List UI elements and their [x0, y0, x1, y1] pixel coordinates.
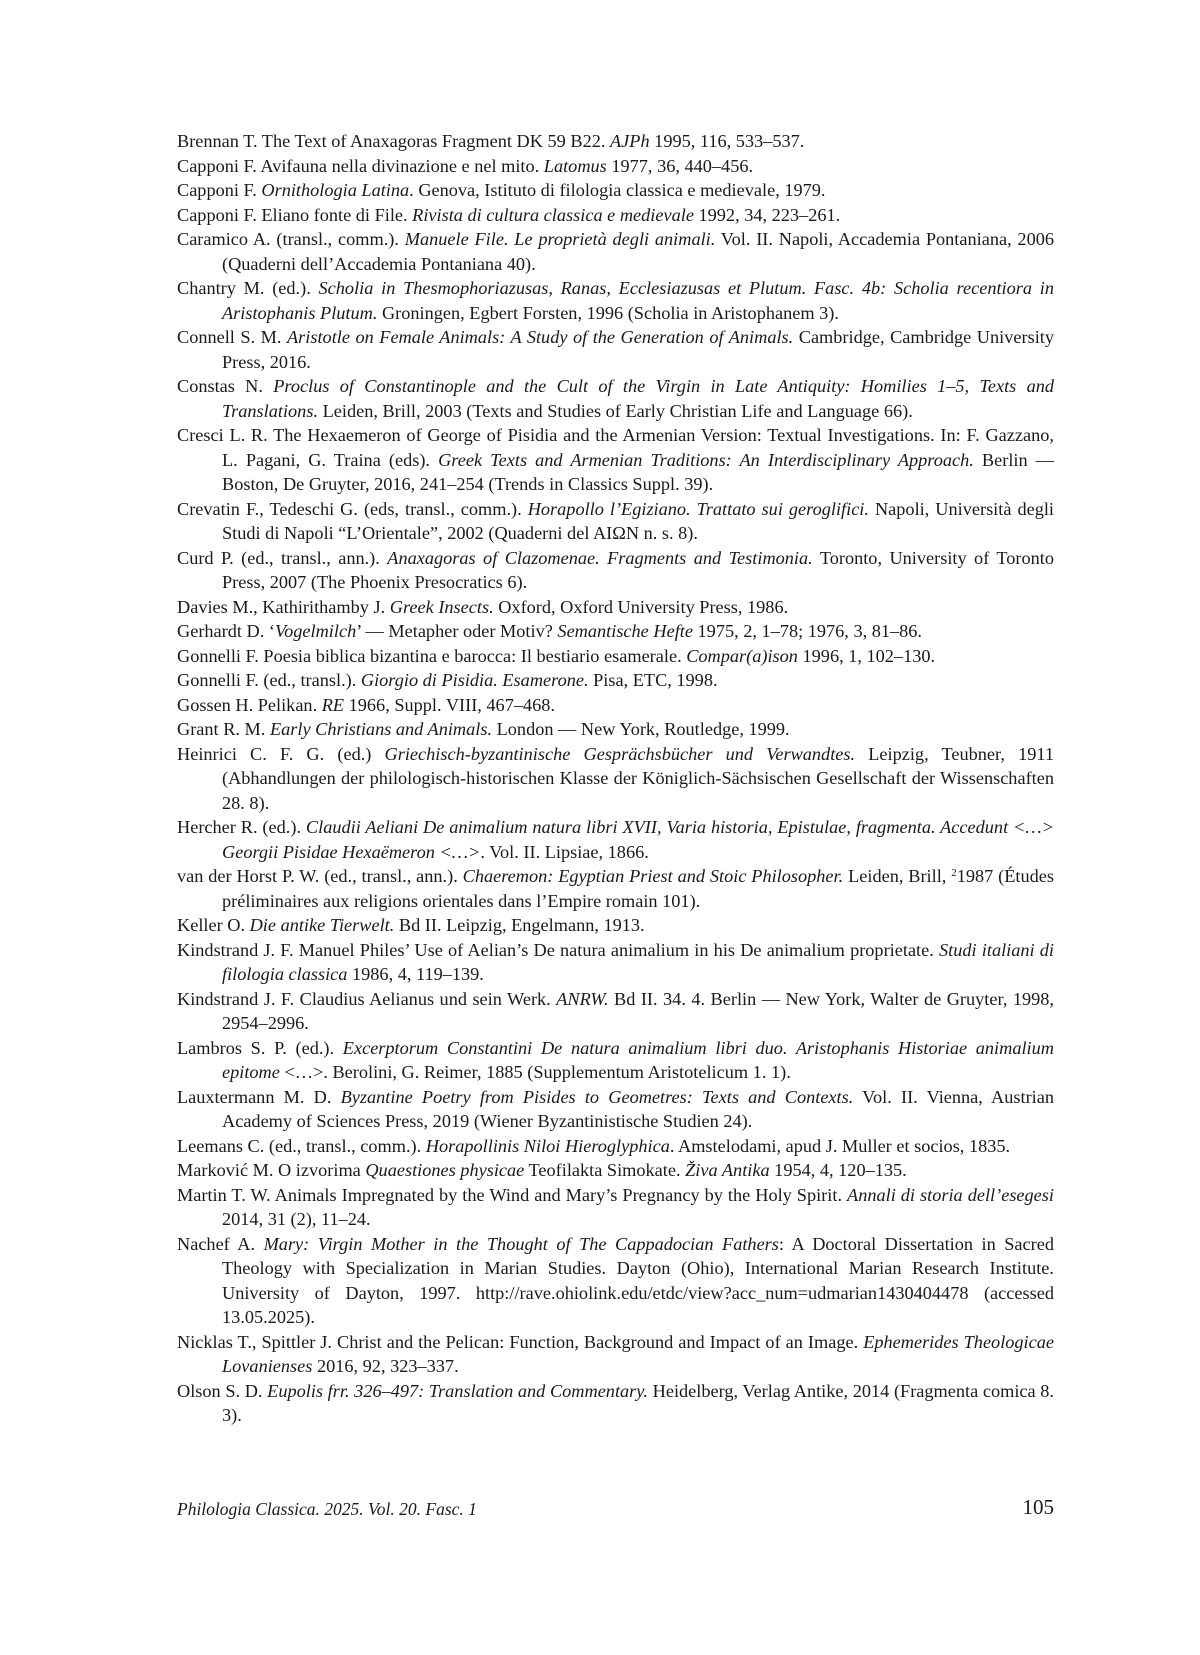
reference-author: Olson S. D.	[177, 1380, 263, 1401]
reference-title: Manuele File. Le proprietà degli animali.	[404, 229, 716, 249]
reference-entry	[177, 546, 1054, 595]
reference-text: 1975, 2, 1–78; 1976, 3, 81–86.	[692, 621, 922, 641]
reference-text: (ed., transl.).	[258, 670, 361, 690]
reference-author: Capponi F.	[177, 180, 257, 200]
reference-author: Keller O.	[177, 915, 246, 935]
reference-text: : A Doctoral Dissertation in Sacred Theology with Specialization in Marian Studies. Dayton (Ohio), International Marian Research Institute. University of Dayton, 1997. http://rave.ohiolink.edu/etdc/view?acc_num=udmarian1430404478 (accessed 13.05.2025).	[222, 1233, 1054, 1327]
reference-text: Oxford, Oxford University Press, 1986.	[493, 596, 789, 617]
reference-entry	[177, 1379, 1054, 1428]
reference-author: Gonnelli F.	[177, 645, 259, 666]
reference-title: ANRW.	[556, 988, 609, 1009]
reference-text: Groningen, Egbert Forsten, 1996 (Scholia in Aristophanem 3).	[377, 302, 839, 323]
reference-title: Horapollinis Niloi Hieroglyphica	[425, 1135, 670, 1156]
reference-entry	[177, 864, 1054, 913]
reference-text: 1954, 4, 120–135.	[769, 1160, 907, 1180]
reference-author: Brennan T.	[177, 131, 258, 151]
reference-author: Nachef A.	[177, 1233, 256, 1254]
reference-entry	[177, 129, 1054, 154]
reference-author: Connell S. M.	[177, 327, 282, 347]
reference-author: Chantry M.	[177, 278, 265, 298]
reference-entry	[177, 595, 1054, 620]
reference-title: Greek Insects.	[389, 596, 494, 617]
reference-author: Gonnelli F.	[177, 670, 259, 690]
reference-text: Avifauna nella divinazione e nel mito.	[256, 155, 544, 176]
reference-text: (transl., comm.).	[270, 229, 405, 249]
reference-text: (ed., transl., ann.).	[233, 547, 388, 568]
reference-text: (ed.).	[286, 1037, 343, 1058]
reference-author: Caramico A.	[177, 229, 271, 249]
reference-text: (ed.)	[324, 743, 385, 764]
reference-entry	[177, 178, 1054, 203]
reference-text: Eliano fonte di File.	[256, 204, 413, 225]
reference-title: Claudii Aeliani De animalium natura libri XVII, Varia historia, Epistulae, fragmenta. Accedunt <…> Georgii Pisidae Hexaëmeron <…>	[222, 817, 1054, 862]
reference-text: . Vol. II. Lipsiae, 1866.	[480, 841, 649, 862]
reference-author: Capponi F.	[177, 155, 257, 176]
reference-text: Leipzig, Teubner, 1911 (Abhandlungen der philologisch-historischen Klasse der Königlich-Sächsischen Gesellschaft der Wissenschaften 28. 8).	[222, 743, 1054, 813]
page-number: 105	[1022, 1495, 1054, 1519]
reference-entry	[177, 619, 1054, 644]
reference-title: Scholia in Thesmophoriazusas, Ranas, Ecclesiazusas et Plutum. Fasc. 4b: Scholia recentiora in Aristophanis Plutum.	[222, 278, 1054, 323]
reference-title: AJPh	[610, 131, 650, 151]
reference-title: Mary: Virgin Mother in the Thought of The Cappadocian Fathers	[263, 1233, 779, 1254]
reference-text: 1996, 1, 102–130.	[797, 645, 936, 666]
reference-text: 1977, 36, 440–456.	[606, 155, 754, 176]
reference-title: Chaeremon: Egyptian Priest and Stoic Philosopher.	[462, 866, 844, 886]
reference-title: Horapollo l’Egiziano. Trattato sui geroglifici.	[527, 498, 869, 519]
reference-text: Leiden, Brill,	[843, 866, 952, 886]
reference-text: Bd II. Leipzig, Engelmann, 1913.	[394, 915, 645, 935]
reference-title: Giorgio di Pisidia. Esamerone.	[360, 670, 589, 690]
reference-entry	[177, 913, 1054, 938]
reference-text	[263, 376, 273, 396]
reference-text: . Genova, Istituto di filologia classica e medievale, 1979.	[409, 180, 826, 200]
reference-title: Greek Texts and Armenian Traditions: An Interdisciplinary Approach.	[438, 449, 974, 470]
reference-title: Quaestiones physicae	[365, 1160, 525, 1180]
reference-text: Christ and the Pelican: Function, Background and Impact of an Image.	[332, 1331, 864, 1352]
reference-text: (ed.).	[257, 817, 306, 837]
reference-author: Heinrici C. F. G.	[177, 743, 325, 764]
reference-text: ’ — Metapher oder Motiv?	[356, 621, 558, 641]
reference-author: Martin T. W.	[177, 1184, 271, 1205]
reference-title: Byzantine Poetry from Pisides to Geometres: Texts and Contexts.	[340, 1086, 854, 1107]
reference-title: Vogelmilch	[274, 621, 357, 641]
reference-author: Leemans C.	[177, 1135, 265, 1156]
reference-text: O izvorima	[273, 1160, 366, 1180]
reference-text: London — New York, Routledge, 1999.	[492, 719, 790, 739]
reference-entry	[177, 203, 1054, 228]
reference-entry	[177, 227, 1054, 276]
reference-entry	[177, 644, 1054, 669]
reference-entry	[177, 1330, 1054, 1379]
reference-text: Teofilakta Simokate.	[524, 1160, 686, 1180]
reference-entry	[177, 987, 1054, 1036]
reference-entry	[177, 1232, 1054, 1330]
reference-title: Early Christians and Animals.	[269, 719, 493, 739]
reference-author: Grant R. M.	[177, 719, 266, 739]
reference-text: Claudius Aelianus und sein Werk.	[294, 988, 557, 1009]
reference-text: Napoli, Università degli Studi di Napoli “L’Orientale”, 2002 (Quaderni del AIΩN n. s. 8).	[222, 498, 1055, 543]
reference-title: Ornithologia Latina	[261, 180, 410, 200]
reference-entry	[177, 1036, 1054, 1085]
reference-entry	[177, 717, 1054, 742]
reference-text: 1992, 34, 223–261.	[693, 204, 841, 225]
reference-author: Kindstrand J. F.	[177, 939, 294, 960]
reference-text: Poesia biblica bizantina e barocca: Il bestiario esamerale.	[258, 645, 687, 666]
reference-text: The Text of Anaxagoras Fragment DK 59 B22.	[257, 131, 611, 151]
reference-text: (eds, transl., comm.).	[357, 498, 528, 519]
reference-entry	[177, 325, 1054, 374]
reference-text	[331, 1087, 340, 1107]
reference-entry	[177, 742, 1054, 816]
reference-entry	[177, 693, 1054, 718]
reference-entry	[177, 1085, 1054, 1134]
reference-title: Anaxagoras of Clazomenae. Fragments and Testimonia.	[387, 547, 813, 568]
reference-text: Heidelberg, Verlag Antike, 2014 (Fragmenta comica 8. 3).	[222, 1380, 1055, 1425]
reference-entry	[177, 423, 1054, 497]
reference-author: Curd P.	[177, 547, 234, 568]
reference-author: Marković M.	[177, 1160, 274, 1180]
reference-text: Berlin — Boston, De Gruyter, 2016, 241–254 (Trends in Classics Suppl. 39).	[222, 449, 1054, 494]
reference-text: (ed., transl., ann.).	[319, 866, 463, 886]
reference-text: (ed., transl., comm.).	[264, 1135, 426, 1156]
reference-title: Griechisch-byzantinische Gesprächsbücher und Verwandtes.	[384, 743, 856, 764]
reference-title: Semantische Hefte	[557, 621, 693, 641]
reference-entry	[177, 1183, 1054, 1232]
reference-list	[177, 129, 1054, 1428]
reference-entry	[177, 668, 1054, 693]
reference-title: Ephemerides Theologicae Lovanienses	[222, 1331, 1055, 1376]
reference-title: Aristotle on Female Animals: A Study of the Generation of Animals.	[287, 327, 794, 347]
reference-author: Nicklas T., Spittler J.	[177, 1331, 332, 1352]
reference-title: Compar(a)ison	[686, 645, 798, 666]
reference-text: Bd II. 34. 4. Berlin — New York, Walter de Gruyter, 1998, 2954–2996.	[222, 988, 1054, 1033]
reference-text: Pelikan.	[253, 694, 322, 715]
reference-author: Kindstrand J. F.	[177, 988, 295, 1009]
reference-author: Hercher R.	[177, 817, 258, 837]
reference-author: Lauxtermann M. D.	[177, 1086, 332, 1107]
reference-title: Eupolis frr. 326–497: Translation and Commentary.	[267, 1380, 648, 1401]
reference-text: ‘	[264, 621, 275, 641]
reference-author: Crevatin F., Tedeschi G.	[177, 498, 358, 519]
journal-title: Philologia Classica. 2025. Vol. 20. Fasc. 1	[177, 1499, 477, 1519]
reference-entry	[177, 276, 1054, 325]
reference-text: <…>. Berolini, G. Reimer, 1885 (Supplementum Aristotelicum 1. 1).	[279, 1062, 791, 1082]
reference-text: Leiden, Brill, 2003 (Texts and Studies of Early Christian Life and Language 66).	[318, 400, 913, 421]
reference-author: Cresci L. R.	[177, 425, 268, 445]
reference-text: Manuel Philes’ Use of Aelian’s De natura animalium in his De animalium proprietate.	[293, 939, 940, 960]
reference-entry	[177, 938, 1054, 987]
reference-author: Lambros S. P.	[177, 1037, 287, 1058]
reference-author: Constas N.	[177, 376, 263, 396]
reference-author: van der Horst P. W.	[177, 866, 320, 886]
reference-author: Davies M., Kathirithamby J.	[177, 596, 386, 617]
reference-entry	[177, 815, 1054, 864]
reference-text: Animals Impregnated by the Wind and Mary’s Pregnancy by the Holy Spirit.	[270, 1184, 848, 1205]
reference-author: Gossen H.	[177, 694, 254, 715]
reference-title: Annali di storia dell’esegesi	[847, 1184, 1054, 1205]
reference-title: Die antike Tierwelt.	[249, 915, 395, 935]
reference-title: Proclus of Constantinople and the Cult of the Virgin in Late Antiquity: Homilies 1–5, Texts and Translations.	[222, 376, 1054, 421]
reference-title: Excerptorum Constantini De natura animalium libri duo. Aristophanis Historiae animalium epitome	[222, 1037, 1054, 1082]
reference-text: Vol. II. Vienna, Austrian Academy of Sciences Press, 2019 (Wiener Byzantinistische Studien 24).	[222, 1086, 1054, 1131]
reference-entry	[177, 1134, 1054, 1159]
edition-superscript: 2	[951, 867, 957, 879]
reference-title: RE	[321, 694, 345, 715]
reference-text: . Amstelodami, apud J. Muller et socios, 1835.	[669, 1135, 1011, 1156]
reference-text: The Hexaemeron of George of Pisidia and the Armenian Version: Textual Investigations. In: F. Gazzano, L. Pagani, G. Traina (eds).	[222, 425, 1054, 470]
reference-text: 2014, 31 (2), 11–24.	[222, 1209, 371, 1229]
reference-title: Latomus	[543, 155, 607, 176]
reference-entry	[177, 1158, 1054, 1183]
reference-title: Rivista di cultura classica e medievale	[412, 204, 694, 225]
reference-text: Pisa, ETC, 1998.	[588, 670, 718, 690]
reference-text: 1986, 4, 119–139.	[347, 964, 484, 984]
reference-author: Gerhardt D.	[177, 621, 265, 641]
reference-title: Studi italiani di filologia classica	[222, 939, 1055, 984]
reference-entry	[177, 154, 1054, 179]
reference-entry	[177, 374, 1054, 423]
reference-text: (ed.).	[264, 278, 319, 298]
reference-author: Capponi F.	[177, 204, 257, 225]
page-footer	[177, 1495, 1054, 1525]
reference-text: Cambridge, Cambridge University Press, 2016.	[222, 327, 1054, 372]
reference-text: 1987 (Études préliminaires aux religions orientales dans l’Empire romain 101).	[222, 866, 1054, 911]
reference-text: 1995, 116, 533–537.	[649, 131, 805, 151]
reference-title: Živa Antika	[685, 1160, 770, 1180]
reference-text: 2016, 92, 323–337.	[312, 1356, 459, 1376]
reference-entry	[177, 497, 1054, 546]
reference-text: 1966, Suppl. VIII, 467–468.	[344, 694, 555, 715]
reference-text: Toronto, University of Toronto Press, 2007 (The Phoenix Presocratics 6).	[222, 547, 1054, 592]
reference-text: Vol. II. Napoli, Accademia Pontaniana, 2006 (Quaderni dell’Accademia Pontaniana 40).	[222, 229, 1054, 274]
reference-text	[255, 1234, 264, 1254]
